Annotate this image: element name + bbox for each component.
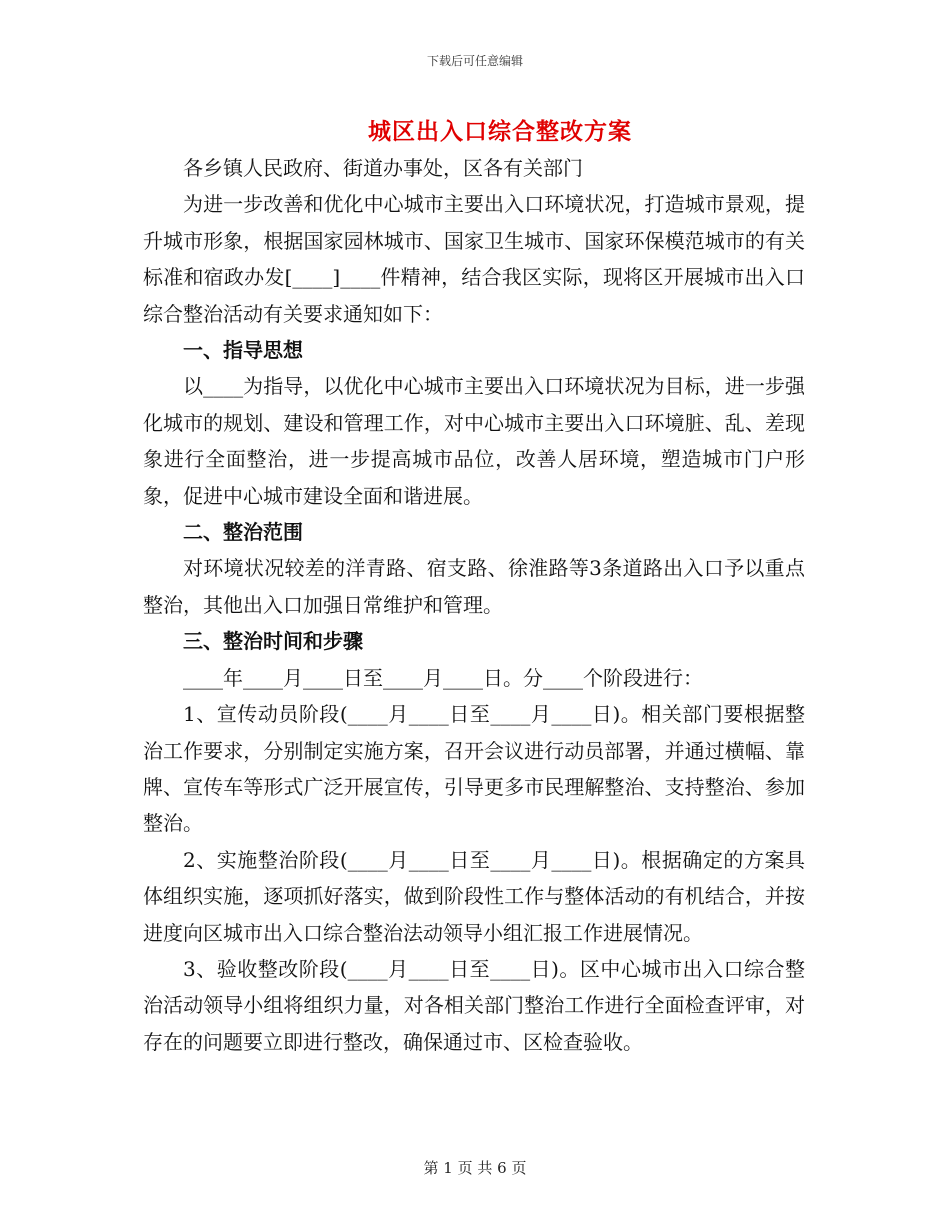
page-header-note: 下载后可任意编辑: [426, 54, 523, 68]
addressee-line: 各乡镇人民政府、街道办事处，区各有关部门: [183, 156, 583, 180]
section-heading-guiding-ideology: 一、指导思想: [183, 338, 303, 363]
page-footer-number: 第 1 页 共 6 页: [423, 1159, 527, 1177]
document-title: 城区出入口综合整改方案: [368, 118, 632, 145]
scope-paragraph: 对环境状况较差的洋青路、宿支路、徐淮路等3条道路出入口予以重点整治，其他出入口加强日常维护和管理。: [143, 556, 805, 617]
intro-paragraph: 为进一步改善和优化中心城市主要出入口环境状况，打造城市景观，提升城市形象，根据国家园林城市、国家卫生城市、国家环保模范城市的有关标准和宿政办发[____]____件精神，结合我区实际，现将区开展城市出入口综合整治活动有关要求通知如下：: [143, 192, 805, 326]
section-heading-scope: 二、整治范围: [183, 520, 303, 545]
phase-1-paragraph: 1、宣传动员阶段(____月____日至____月____日)。相关部门要根据整治工作要求，分别制定实施方案，召开会议进行动员部署，并通过横幅、靠牌、宣传车等形式广泛开展宣传，引导更多市民理解整治、支持整治、参加整治。: [143, 702, 805, 836]
guiding-ideology-paragraph: 以____为指导，以优化中心城市主要出入口环境状况为目标，进一步强化城市的规划、建设和管理工作，对中心城市主要出入口环境脏、乱、差现象进行全面整治，进一步提高城市品位，改善人居环境，塑造城市门户形象，促进中心城市建设全面和谐进展。: [143, 374, 805, 508]
section-heading-schedule: 三、整治时间和步骤: [183, 629, 363, 654]
document-body: [143, 150, 805, 1060]
schedule-paragraph: ____年____月____日至____月____日。分____个阶段进行：: [183, 665, 703, 690]
phase-3-paragraph: 3、验收整改阶段(____月____日至____日)。区中心城市出入口综合整治活动领导小组将组织力量，对各相关部门整治工作进行全面检查评审，对存在的问题要立即进行整改，确保通过市、区检查验收。: [143, 956, 805, 1054]
phase-2-paragraph: 2、实施整治阶段(____月____日至____月____日)。根据确定的方案具体组织实施，逐项抓好落实，做到阶段性工作与整体活动的有机结合，并按进度向区城市出入口综合整治法动领导小组汇报工作进展情况。: [143, 847, 805, 945]
